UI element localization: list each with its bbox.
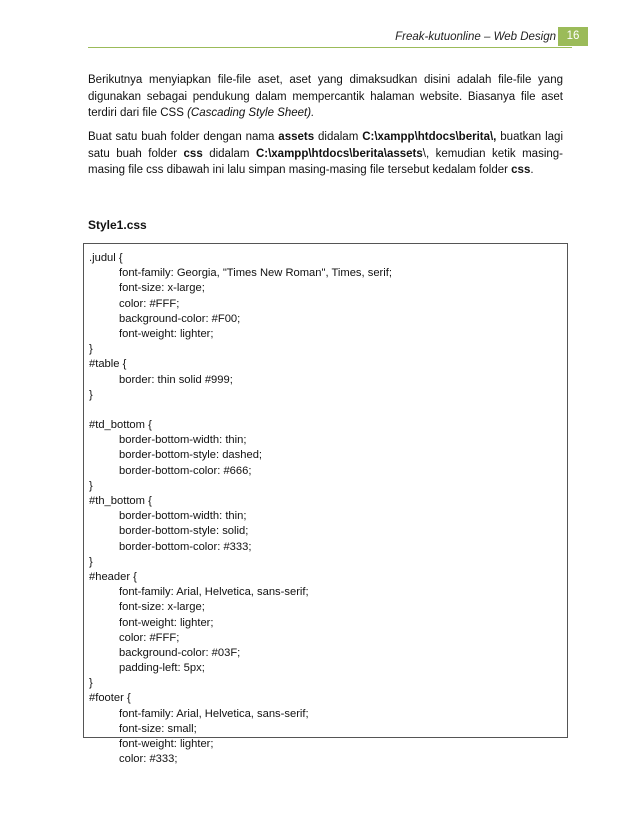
folder-name-css-target: css bbox=[511, 164, 531, 176]
code-line: font-weight: lighter; bbox=[119, 327, 214, 340]
code-line: #footer { bbox=[89, 692, 131, 705]
code-line: font-weight: lighter; bbox=[119, 616, 214, 629]
code-line: border-bottom-width: thin; bbox=[119, 434, 247, 447]
code-line: .judul { bbox=[89, 252, 123, 264]
code-line: } bbox=[89, 677, 93, 690]
running-header-title: Freak-kutuonline – Web Design bbox=[395, 31, 556, 43]
code-line: } bbox=[89, 479, 93, 492]
code-line: border-bottom-width: thin; bbox=[119, 510, 247, 523]
code-listing-box bbox=[83, 243, 568, 766]
instruction-text-1: Buat satu buah folder dengan nama bbox=[88, 131, 279, 143]
code-line: padding-left: 5px; bbox=[119, 662, 205, 675]
header-divider bbox=[88, 47, 572, 48]
code-line: font-size: small; bbox=[119, 722, 197, 735]
code-line: font-size: x-large; bbox=[119, 282, 205, 295]
section-title-style1: Style1.css bbox=[88, 218, 147, 232]
code-line: border-bottom-style: solid; bbox=[119, 525, 249, 538]
code-line: border-bottom-style: dashed; bbox=[119, 449, 263, 462]
code-line: } bbox=[89, 343, 93, 356]
code-line: #td_bottom { bbox=[89, 419, 152, 432]
code-line: color: #FFF; bbox=[119, 297, 180, 310]
code-line: font-family: Arial, Helvetica, sans-serif; bbox=[119, 707, 309, 720]
intro-text: Berikutnya menyiapkan file-file aset, aset yang dimaksudkan disini adalah file-file yang digunakan sebagai pendukung dalam mempercantik halaman website. Biasanya file aset terdiri dari file CSS bbox=[88, 74, 563, 119]
code-line: background-color: #F00; bbox=[119, 312, 241, 325]
code-line: background-color: #03F; bbox=[119, 646, 241, 659]
code-line: #table { bbox=[89, 358, 127, 371]
code-line: border-bottom-color: #666; bbox=[119, 464, 252, 477]
instruction-text-2: didalam bbox=[314, 131, 363, 143]
code-line bbox=[89, 403, 562, 418]
intro-paragraph bbox=[88, 72, 563, 122]
code-line: font-family: Georgia, "Times New Roman", Times, serif; bbox=[119, 267, 392, 280]
folder-name-assets: assets bbox=[278, 131, 315, 143]
path-berita: C:\xampp\htdocs\berita\, bbox=[362, 131, 497, 143]
instruction-text-5: \, kemudian ketik masing-masing file css dibawah ini lalu simpan masing-masing file tersebut kedalam folder bbox=[88, 147, 564, 176]
code-line: font-size: x-large; bbox=[119, 601, 205, 614]
intro-italic-text: (Cascading Style Sheet). bbox=[187, 107, 315, 119]
instruction-paragraph bbox=[88, 129, 563, 179]
folder-name-css: css bbox=[183, 147, 203, 160]
page-number-badge: 16 bbox=[558, 27, 588, 46]
code-line: border-bottom-color: #333; bbox=[119, 540, 252, 553]
instruction-text-3: buatkan lagi satu buah folder bbox=[88, 131, 563, 160]
instruction-text-4: didalam bbox=[202, 147, 256, 160]
code-line: color: #333; bbox=[119, 753, 178, 766]
code-line: #header { bbox=[89, 570, 137, 583]
instruction-text-6: . bbox=[530, 164, 534, 176]
code-line: #th_bottom { bbox=[89, 495, 152, 507]
code-line: color: #FFF; bbox=[119, 631, 180, 644]
path-assets: C:\xampp\htdocs\berita\assets bbox=[255, 147, 423, 160]
code-line: border: thin solid #999; bbox=[119, 373, 233, 386]
code-line: } bbox=[89, 555, 93, 568]
code-line: } bbox=[89, 388, 93, 401]
code-line: font-family: Arial, Helvetica, sans-serif; bbox=[119, 586, 309, 599]
code-line: font-weight: lighter; bbox=[119, 738, 214, 750]
